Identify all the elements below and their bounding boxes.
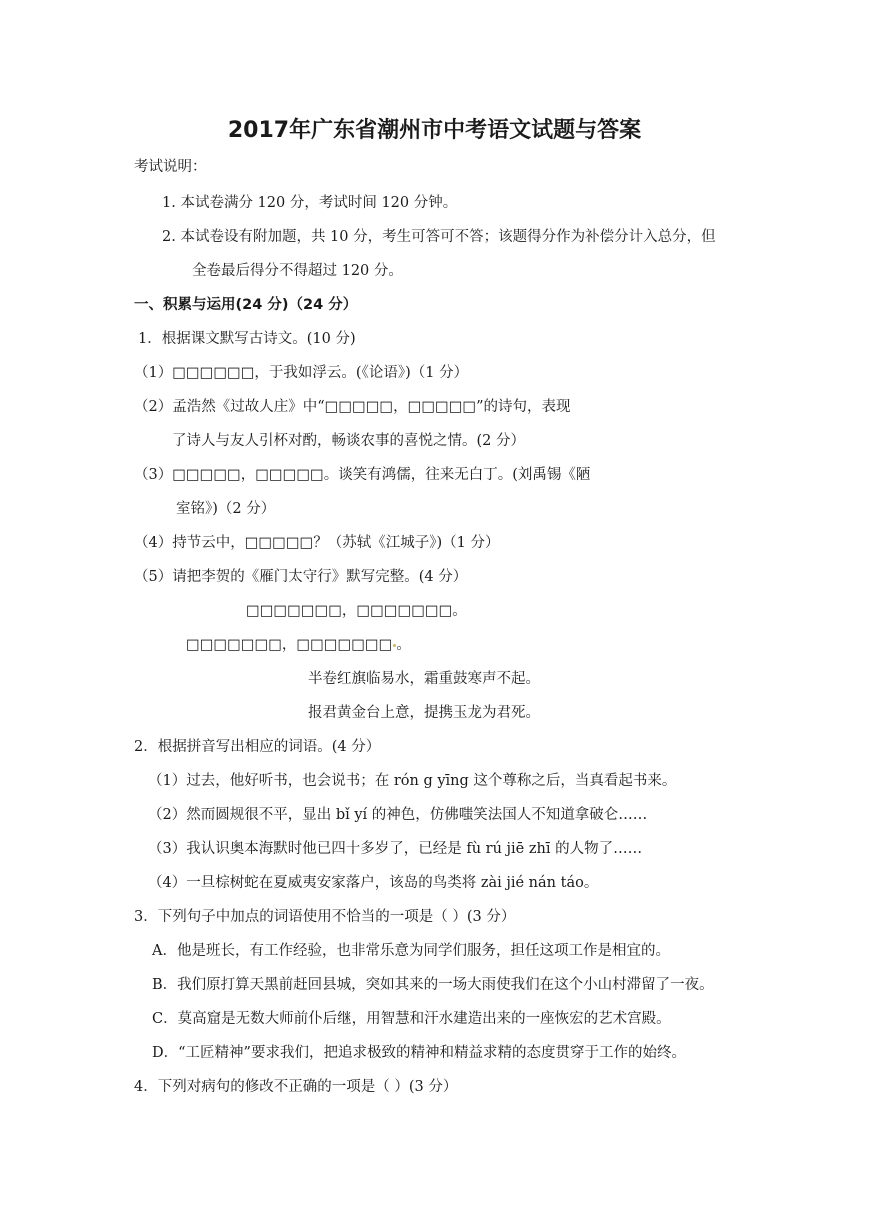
question-2-stem: 2．根据拼音写出相应的词语。(4 分） bbox=[134, 739, 381, 755]
poem-blank-line-1: □□□□□□□，□□□□□□□。 bbox=[246, 603, 467, 619]
question-1-part-3: （3）□□□□□，□□□□□。谈笑有鸿儒，往来无白丁。(刘禹锡《陋 bbox=[134, 467, 591, 483]
exam-note-label: 考试说明： bbox=[134, 159, 207, 175]
question-3-option-b: B．我们原打算天黑前赶回县城，突如其来的一场大雨使我们在这个小山村滞留了一夜。 bbox=[152, 977, 714, 993]
question-1-part-1: （1）□□□□□□，于我如浮云。(《论语》)（1 分） bbox=[134, 365, 469, 381]
question-1-part-4: （4）持节云中，□□□□□？（苏轼《江城子》)（1 分） bbox=[134, 535, 500, 551]
question-2-part-4: （4）一旦棕树蛇在夏威夷安家落户，该岛的鸟类将 zài jié nán táo。 bbox=[148, 875, 599, 891]
poem-blank-line-2-end: 。 bbox=[396, 637, 411, 653]
exam-note-1: 1. 本试卷满分 120 分，考试时间 120 分钟。 bbox=[162, 195, 458, 211]
exam-note-2-continued: 全卷最后得分不得超过 120 分。 bbox=[192, 263, 403, 279]
question-1-part-3-continued: 室铭》)（2 分） bbox=[176, 501, 276, 517]
exam-note-2: 2. 本试卷设有附加题，共 10 分，考生可答可不答；该题得分作为补偿分计入总分，但 bbox=[162, 229, 716, 245]
poem-line-3: 半卷红旗临易水，霜重鼓寒声不起。 bbox=[308, 671, 540, 687]
section-heading: 一、积累与运用(24 分)（24 分） bbox=[134, 297, 358, 313]
question-3-option-c: C．莫高窟是无数大师前仆后继，用智慧和汗水建造出来的一座恢宏的艺术宫殿。 bbox=[152, 1011, 671, 1027]
question-2-part-1: （1）过去，他好听书，也会说书；在 rón g yīng 这个尊称之后，当真看起书来。 bbox=[148, 773, 677, 789]
poem-blank-line-2 bbox=[186, 635, 411, 655]
question-2-part-3: （3）我认识奥本海默时他已四十多岁了，已经是 fù rú jiē zhī 的人物了…… bbox=[148, 841, 643, 857]
question-1-part-2-continued: 了诗人与友人引杯对酌，畅谈农事的喜悦之情。(2 分） bbox=[172, 433, 525, 449]
question-3-stem: 3．下列句子中加点的词语使用不恰当的一项是（ ）(3 分） bbox=[134, 909, 516, 925]
question-1-part-2: （2）孟浩然《过故人庄》中“□□□□□，□□□□□”的诗句，表现 bbox=[134, 399, 571, 415]
poem-line-4: 报君黄金台上意，提携玉龙为君死。 bbox=[308, 705, 540, 721]
question-2-part-2: （2）然而圆规很不平，显出 bǐ yí 的神色，仿佛嗤笑法国人不知道拿破仑…… bbox=[148, 807, 648, 823]
question-1-stem: 1．根据课文默写古诗文。(10 分) bbox=[138, 331, 356, 347]
question-3-option-d: D．“工匠精神”要求我们，把追求极致的精神和精益求精的态度贯穿于工作的始终。 bbox=[152, 1045, 686, 1061]
question-3-option-a: A．他是班长，有工作经验，也非常乐意为同学们服务，担任这项工作是相宜的。 bbox=[152, 943, 670, 959]
question-4-stem: 4．下列对病句的修改不正确的一项是（ ）(3 分） bbox=[134, 1079, 458, 1095]
poem-blank-line-2-text: □□□□□□□，□□□□□□□ bbox=[186, 637, 393, 653]
document-title: 2017年广东省潮州市中考语文试题与答案 bbox=[227, 118, 642, 143]
question-1-part-5: （5）请把李贺的《雁门太守行》默写完整。(4 分） bbox=[134, 569, 468, 585]
